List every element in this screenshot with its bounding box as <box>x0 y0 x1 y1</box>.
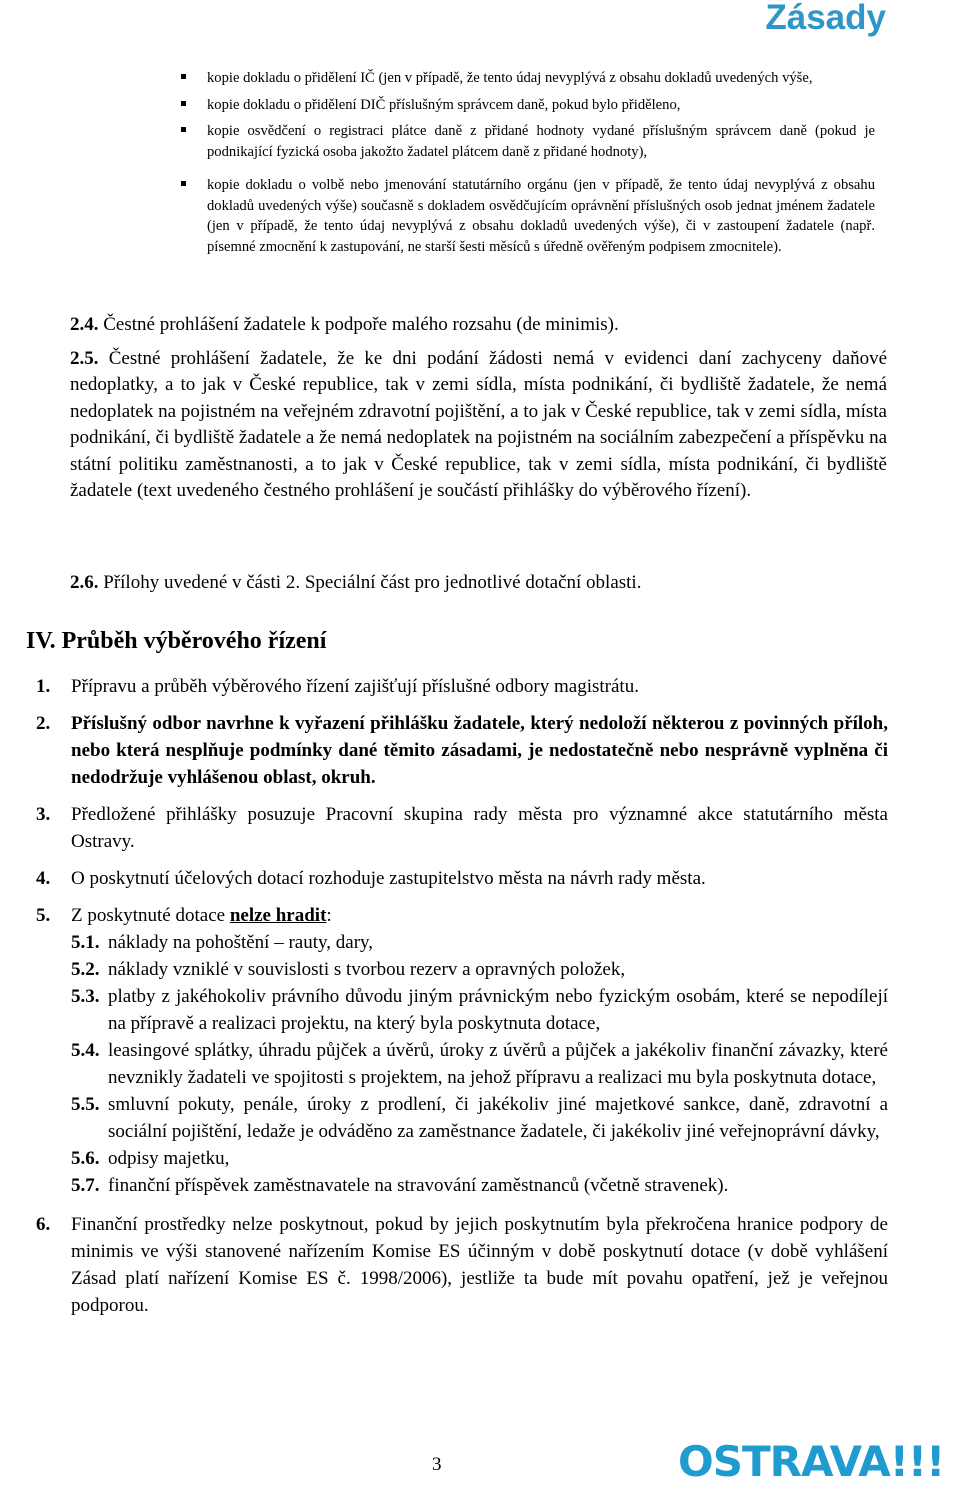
list-item: kopie dokladu o volbě nebo jmenování statutárního orgánu (jen v případě, že tento údaj nevyplývá z obsahu dokladů uvedených výše) současně s dokladem osvědčujícím oprávnění příslušných osob jednat jménem žadatele (jen v případě, že tento údaj nevyplývá z obsahu dokladů uvedených výše), či v zastoupení žadatele (např. písemné zmocnění k zastupování, ne starší šesti měsíců s úředně ověřeným podpisem zmocnitele). <box>180 175 875 257</box>
list-item: 5.2. náklady vzniklé v souvislosti s tvorbou rezerv a opravných položek, <box>71 959 626 980</box>
list-item: 5.4. leasingové splátky, úhradu půjček a úvěrů, úroky z úvěrů a půjček a jakékoliv finanční závazky, které nevznikly žadateli ve spojitosti s projektem, na jehož přípravu a realizaci mu byla poskytnuta dotace, <box>71 1040 888 1088</box>
list-item: 6. Finanční prostředky nelze poskytnout, pokud by jejich poskytnutím byla překročena hranice podpory de minimis ve výši stanovené nařízením Komise ES účinným v době poskytnutí dotace (v době vyhlášení Zásad platí nařízení Komise ES č. 1998/2006), jestliže ta bude mít povahu opatření, jež je veřejnou podporou. <box>36 1214 888 1316</box>
list-item: 5.7. finanční příspěvek zaměstnavatele na stravování zaměstnanců (včetně stravenek). <box>71 1175 729 1196</box>
list-item: 5.1. náklady na pohoštění – rauty, dary, <box>71 932 374 953</box>
point-2-5: 2.5. Čestné prohlášení žadatele, že ke dni podání žádosti nemá v evidenci daní zachyceny daňové nedoplatky, a to jak v České republice, tak v zemi sídla, místa podnikání, či bydliště žadatele, že nemá nedoplatek na pojistném na veřejném zdravotní pojištění, a to jak v České republice, tak v zemi sídla, místa podnikání, či bydliště žadatele a že nemá nedoplatek na pojistném na sociálním zabezpečení a příspěvku na státní politiku zaměstnanosti, a to jak v České republice, tak v zemi sídla, místa podnikání, či bydliště žadatele (text uvedeného čestného prohlášení je součástí přihlášky do výběrového řízení). <box>70 348 888 502</box>
list-item: 5.3. platby z jakéhokoliv právního důvodu jiným právnickým nebo fyzickým osobám, které se nepodílejí na přípravě a realizaci projektu, na který byla poskytnuta dotace, <box>71 986 888 1034</box>
list-item: 5.5. smluvní pokuty, penále, úroky z prodlení, či jakékoliv jiné majetkové sankce, daně, zdravotní a sociální pojištění, ledaže je odváděno za zaměstnance žadatele, či jakékoliv jiné veřejnoprávní dávky, <box>71 1094 888 1142</box>
procedure-list <box>36 673 888 1319</box>
list-item: kopie osvědčení o registraci plátce daně z přidané hodnoty vydané příslušným správcem daně (pokud je podnikající fyzická osoba jakožto žadatel plátcem daně z přidané hodnoty), <box>180 121 875 162</box>
square-bullet-icon <box>181 181 186 186</box>
non-eligible-costs-list <box>71 929 888 1199</box>
list-item: 5. Z poskytnuté dotace nelze hradit: 5.1. náklady na pohoštění – rauty, dary, 5.2. náklady vzniklé v souvislosti s tvorbou rezerv a opravných položek, 5.3. platby z jakéhokoliv právního důvodu jiným právnickým nebo fyzickým osobám, které se nepodílejí na přípravě a realizaci projektu, na který byla poskytnuta dotace, 5.4. leasingové splátky, úhradu půjček a úvěrů, úroky z úvěrů a půjček a jakékoliv finanční závazky, které nevznikly žadateli ve spojitosti s projektem, na jehož přípravu a realizaci mu byla poskytnuta dotace, 5.5. smluvní pokuty, penále, úroky z prodlení, či jakékoliv jiné majetkové sankce, daně, zdravotní a sociální pojištění, ledaže je odváděno za zaměstnance žadatele, či jakékoliv jiné veřejnoprávní dávky, 5.6. odpisy majetku, 5.7. finanční příspěvek zaměstnavatele na stravování zaměstnanců (včetně stravenek). <box>36 902 888 1199</box>
point-2-4: 2.4. Čestné prohlášení žadatele k podpoře malého rozsahu (de minimis). <box>70 314 619 335</box>
ostrava-logo: OSTRAVA!!! <box>678 1437 945 1486</box>
square-bullet-icon <box>181 101 186 106</box>
list-item: 3. Předložené přihlášky posuzuje Pracovní skupina rady města pro významné akce statutárního města Ostravy. <box>36 804 888 852</box>
list-item: kopie dokladu o přidělení IČ (jen v případě, že tento údaj nevyplývá z obsahu dokladů uvedených výše, <box>180 68 875 89</box>
page-header-title: Zásady <box>765 0 886 37</box>
list-item: 2. Příslušný odbor navrhne k vyřazení přihlášku žadatele, který nedoloží některou z povinných příloh, nebo která nesplňuje podmínky dané těmito zásadami, je nedostatečně nebo nesprávně vyplněna či nedodržuje vyhlášenou oblast, okruh. <box>36 713 888 788</box>
page-number: 3 <box>432 1454 442 1475</box>
list-item: 5.6. odpisy majetku, <box>71 1148 230 1169</box>
square-bullet-icon <box>181 74 186 79</box>
square-bullet-icon <box>181 127 186 132</box>
emphasis-nelze-hradit: nelze hradit <box>229 905 327 926</box>
list-item: 1. Přípravu a průběh výběrového řízení zajišťují příslušné odbory magistrátu. <box>36 676 639 697</box>
attachment-bullet-list <box>180 68 875 257</box>
list-item: 4. O poskytnutí účelových dotací rozhoduje zastupitelstvo města na návrh rady města. <box>36 868 706 889</box>
section-iv-heading: IV. Průběh výběrového řízení <box>26 628 327 654</box>
list-item: kopie dokladu o přidělení DIČ příslušným správcem daně, pokud bylo přiděleno, <box>180 95 875 116</box>
point-2-6: 2.6. Přílohy uvedené v části 2. Speciální část pro jednotlivé dotační oblasti. <box>70 572 642 593</box>
